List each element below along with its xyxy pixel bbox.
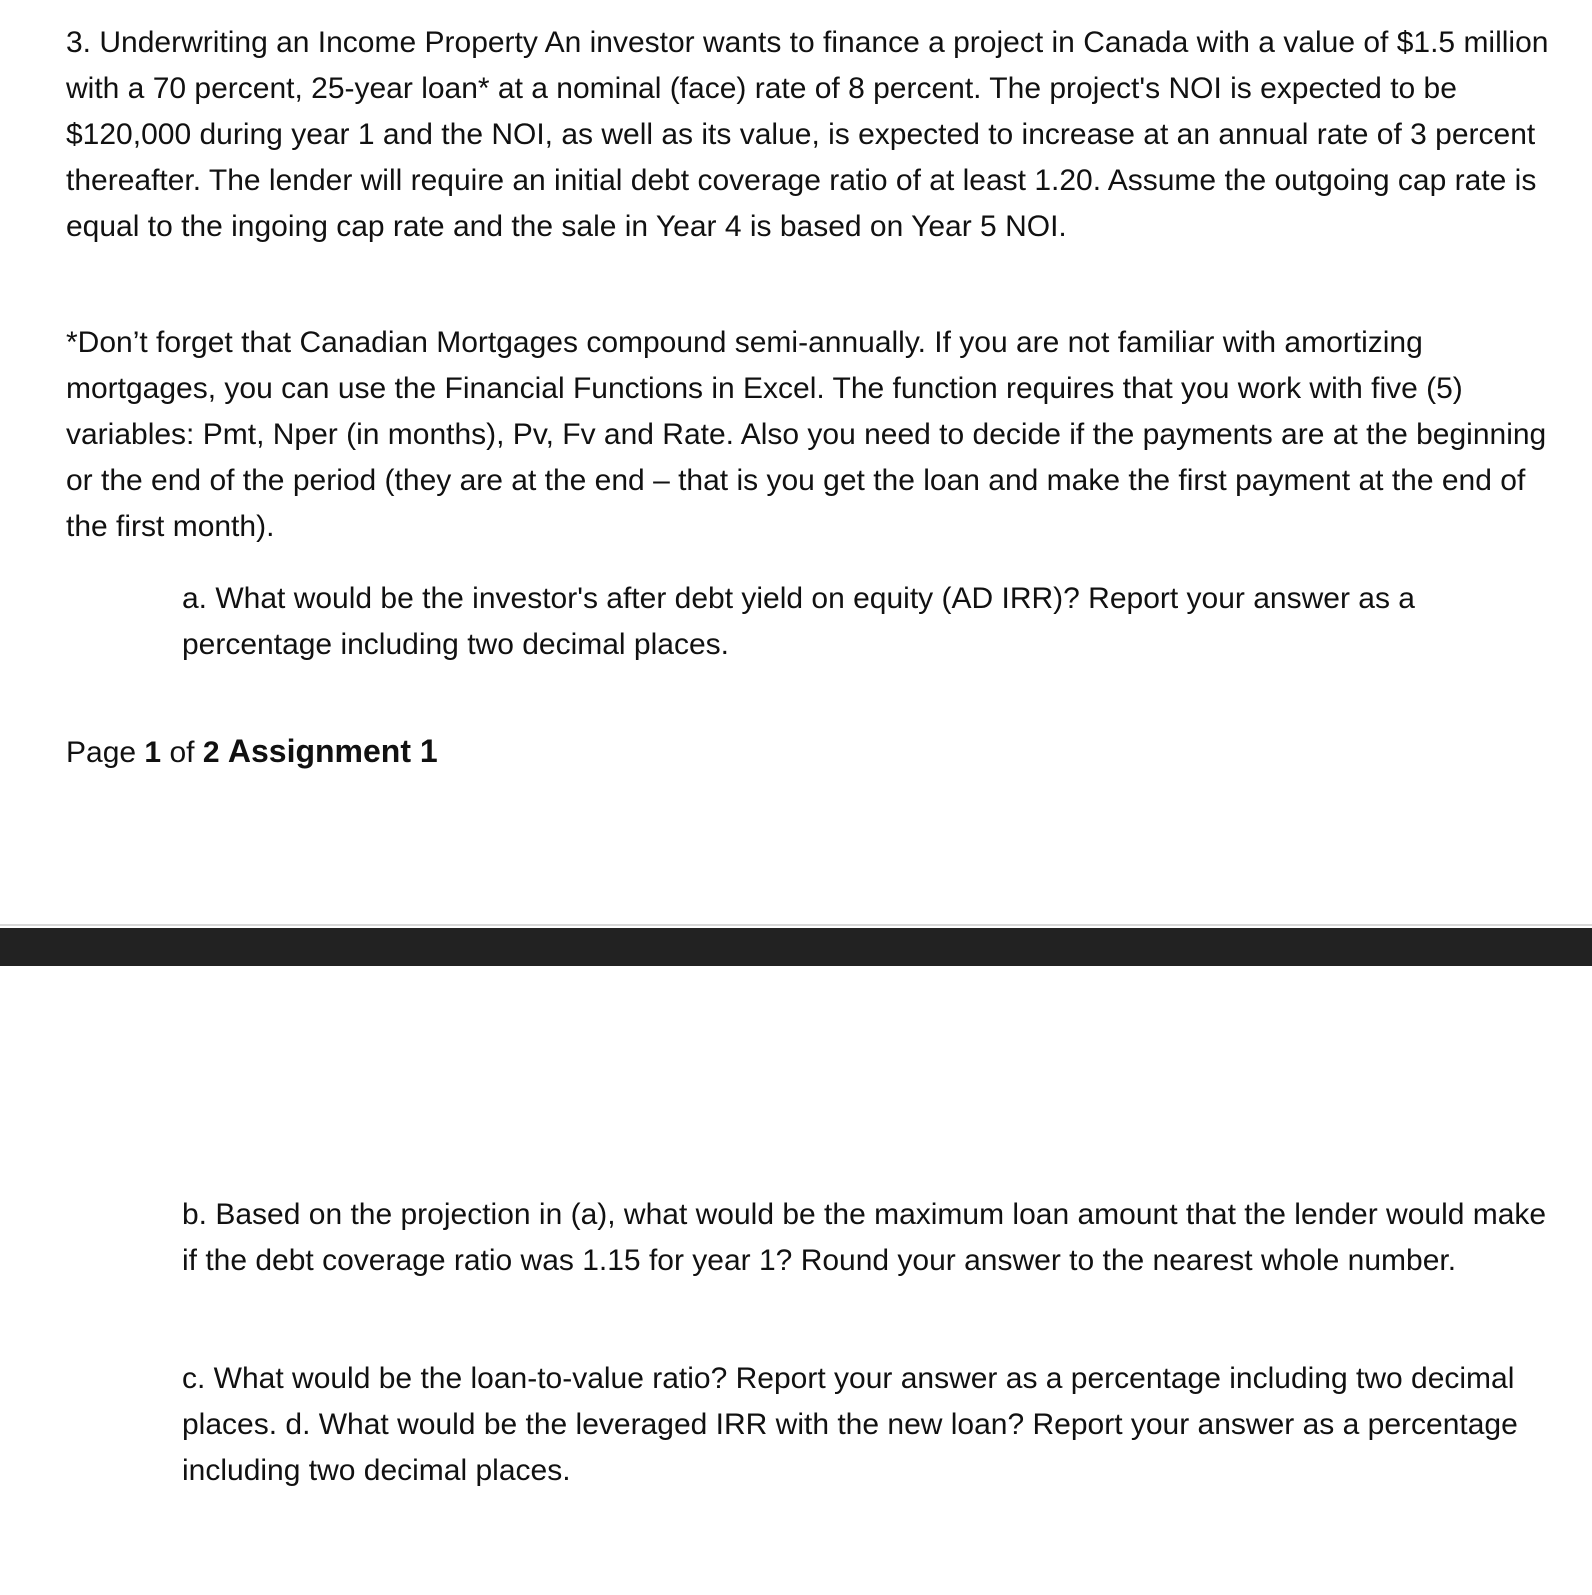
question-b: b. Based on the projection in (a), what would be the maximum loan amount that the lender would make if the debt coverage ratio was 1.15 for year 1? Round your answer to the nearest whole number. <box>182 1198 1547 1277</box>
question-a: a. What would be the investor's after debt yield on equity (AD IRR)? Report your answer as a percentage including two decimal places. <box>182 582 1415 661</box>
page-break-bar <box>0 928 1592 966</box>
mortgage-note-paragraph: *Don’t forget that Canadian Mortgages compound semi-annually. If you are not familiar with amortizing mortgages, you can use the Financial Functions in Excel. The function requires that you work with five (5) variables: Pmt, Nper (in months), Pv, Fv and Rate. Also you need to decide if the payments are at the beginning or the end of the period (they are at the end – that is you get the loan and make the first payment at the end of the first month). <box>66 326 1547 543</box>
page-footer <box>66 728 1066 776</box>
question-c-d: c. What would be the loan-to-value ratio? Report your answer as a percentage including two decimal places. d. What would be the leveraged IRR with the new loan? Report your answer as a percentage including two decimal places. <box>182 1362 1518 1487</box>
page-total-number: 2 <box>202 736 220 769</box>
problem-intro-paragraph: 3. Underwriting an Income Property An investor wants to finance a project in Canada with a value of $1.5 million with a 70 percent, 25-year loan* at a nominal (face) rate of 8 percent. The project's NOI is expected to be $120,000 during year 1 and the NOI, as well as its value, is expected to increase at an annual rate of 3 percent thereafter. The lender will require an initial debt coverage ratio of at least 1.20. Assume the outgoing cap rate is equal to the ingoing cap rate and the sale in Year 4 is based on Year 5 NOI. <box>66 26 1549 243</box>
of-word: of <box>169 736 195 769</box>
page-current-number: 1 <box>144 736 162 769</box>
assignment-label: Assignment 1 <box>227 733 438 769</box>
page-break-line <box>0 924 1592 926</box>
page-word: Page <box>66 736 137 769</box>
